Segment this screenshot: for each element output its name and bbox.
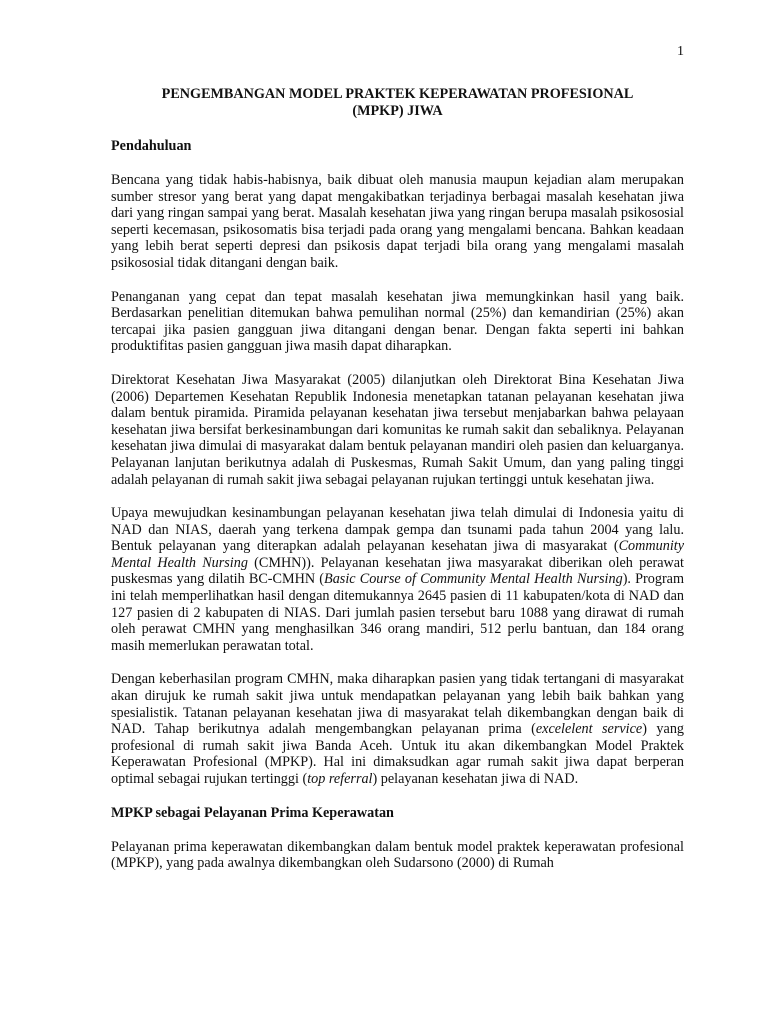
paragraph-4-italic-bc-cmhn: Basic Course of Community Mental Health Nursing xyxy=(324,571,623,588)
paragraph-5-text-b: ) yang profesional di rumah sakit jiwa Banda Aceh. Untuk itu akan dikembangkan Model Praktek Keperawatan Profesional (MPKP). Hal ini dimaksudkan agar rumah sakit jiwa dapat berperan optimal sebagai rujukan tertinggi ( xyxy=(111,721,685,787)
paragraph-3: Direktorat Kesehatan Jiwa Masyarakat (2005) dilanjutkan oleh Direktorat Bina Kesehatan Jiwa (2006) Departemen Kesehatan Republik Indonesia menetapkan tatanan pelayanan kesehatan jiwa dalam bentuk piramida. Piramida pelayanan kesehatan jiwa tersebut menjabarkan bahwa pelayaan kesehatan jiwa bersifat berkesinambungan dari komunitas ke rumah sakit dan sebaliknya. Pelayanan kesehatan jiwa dimulai di masyarakat dalam bentuk pelayanan mandiri oleh pasien dan keluarganya. Pelayanan lanjutan berikutnya adalah di Puskesmas, Rumah Sakit Umum, dan yang paling tinggi adalah pelayanan di rumah sakit jiwa sebagai pelayanan rujukan tertinggi untuk kesehatan jiwa. xyxy=(111,371,684,488)
paragraph-4-text-b: (CMHN)). Pelayanan kesehatan jiwa masyarakat diberikan oleh perawat puskesmas yang dilatih BC-CMHN ( xyxy=(111,554,685,588)
paragraph-4 xyxy=(111,505,684,654)
paragraph-5-italic-service: excelelent service xyxy=(535,721,643,738)
paragraph-5-italic-referral: top referral xyxy=(307,771,373,787)
paragraph-5 xyxy=(111,671,684,787)
title-line-2: (MPKP) JIWA xyxy=(352,103,443,119)
paragraph-6: Pelayanan prima keperawatan dikembangkan dalam bentuk model praktek keperawatan profesional (MPKP), yang pada awalnya dikembangkan oleh Sudarsono (2000) di Rumah xyxy=(111,838,684,872)
page-number: 1 xyxy=(677,44,684,59)
paragraph-4-text-a: Upaya mewujudkan kesinambungan pelayanan kesehatan jiwa telah dimulai di Indonesia yaitu di NAD dan NIAS, daerah yang terkena dampak gempa dan tsunami pada tahun 2004 yang lalu. Bentuk pelayanan yang diterapkan adalah pelayanan kesehatan jiwa di masyarakat ( xyxy=(111,505,684,555)
document-title xyxy=(111,86,684,120)
paragraph-5-text-c: ) pelayanan kesehatan jiwa di NAD. xyxy=(372,771,579,787)
section-heading-mpkp: MPKP sebagai Pelayanan Prima Keperawatan xyxy=(111,804,394,821)
section-heading-pendahuluan: Pendahuluan xyxy=(111,138,192,154)
title-line-1: PENGEMBANGAN MODEL PRAKTEK KEPERAWATAN PROFESIONAL xyxy=(161,86,634,102)
paragraph-4-text-c: ). Program ini telah memperlihatkan hasil dengan ditemukannya 2645 pasien di 11 kabupaten/kota di NAD dan 127 pasien di 2 kabupaten di NIAS. Dari jumlah pasien tersebut baru 1088 yang dirawat di rumah oleh perawat CMHN yang menghasilkan 346 orang mandiri, 512 perlu bantuan, dan 184 orang masih memerlukan perawatan total. xyxy=(111,571,685,654)
paragraph-4-italic-cmhn: Community Mental Health Nursing xyxy=(111,538,684,571)
paragraph-1: Bencana yang tidak habis-habisnya, baik dibuat oleh manusia maupun kejadian alam merupakan sumber stresor yang berat yang dapat mengakibatkan terjadinya berbagai masalah kesehatan jiwa dari yang ringan sampai yang berat. Masalah kesehatan jiwa yang ringan berupa masalah psikososial seperti kecemasan, psikosomatis bisa terjadi pada orang yang mengalami bencana. Bahkan keadaan yang lebih berat seperti depresi dan psikosis dapat terjadi bila orang yang mengalami masalah psikososial tidak ditangani dengan baik. xyxy=(111,172,684,271)
paragraph-2: Penanganan yang cepat dan tepat masalah kesehatan jiwa memungkinkan hasil yang baik. Berdasarkan penelitian ditemukan bahwa pemulihan normal (25%) dan kemandirian (25%) akan tercapai jika pasien gangguan jiwa ditangani dengan benar. Dengan fakta seperti ini bahkan produktifitas pasien gangguan jiwa masih dapat diharapkan. xyxy=(111,288,684,355)
paragraph-5-text-a: Dengan keberhasilan program CMHN, maka diharapkan pasien yang tidak tertangani di masyarakat akan dirujuk ke rumah sakit jiwa untuk mendapatkan pelayanan yang lebih baik bahkan yang spesialistik. Tatanan pelayanan kesehatan jiwa di masyarakat telah dikembangkan dengan baik di NAD. Tahap berikutnya adalah mengembangkan pelayanan prima ( xyxy=(111,671,684,738)
